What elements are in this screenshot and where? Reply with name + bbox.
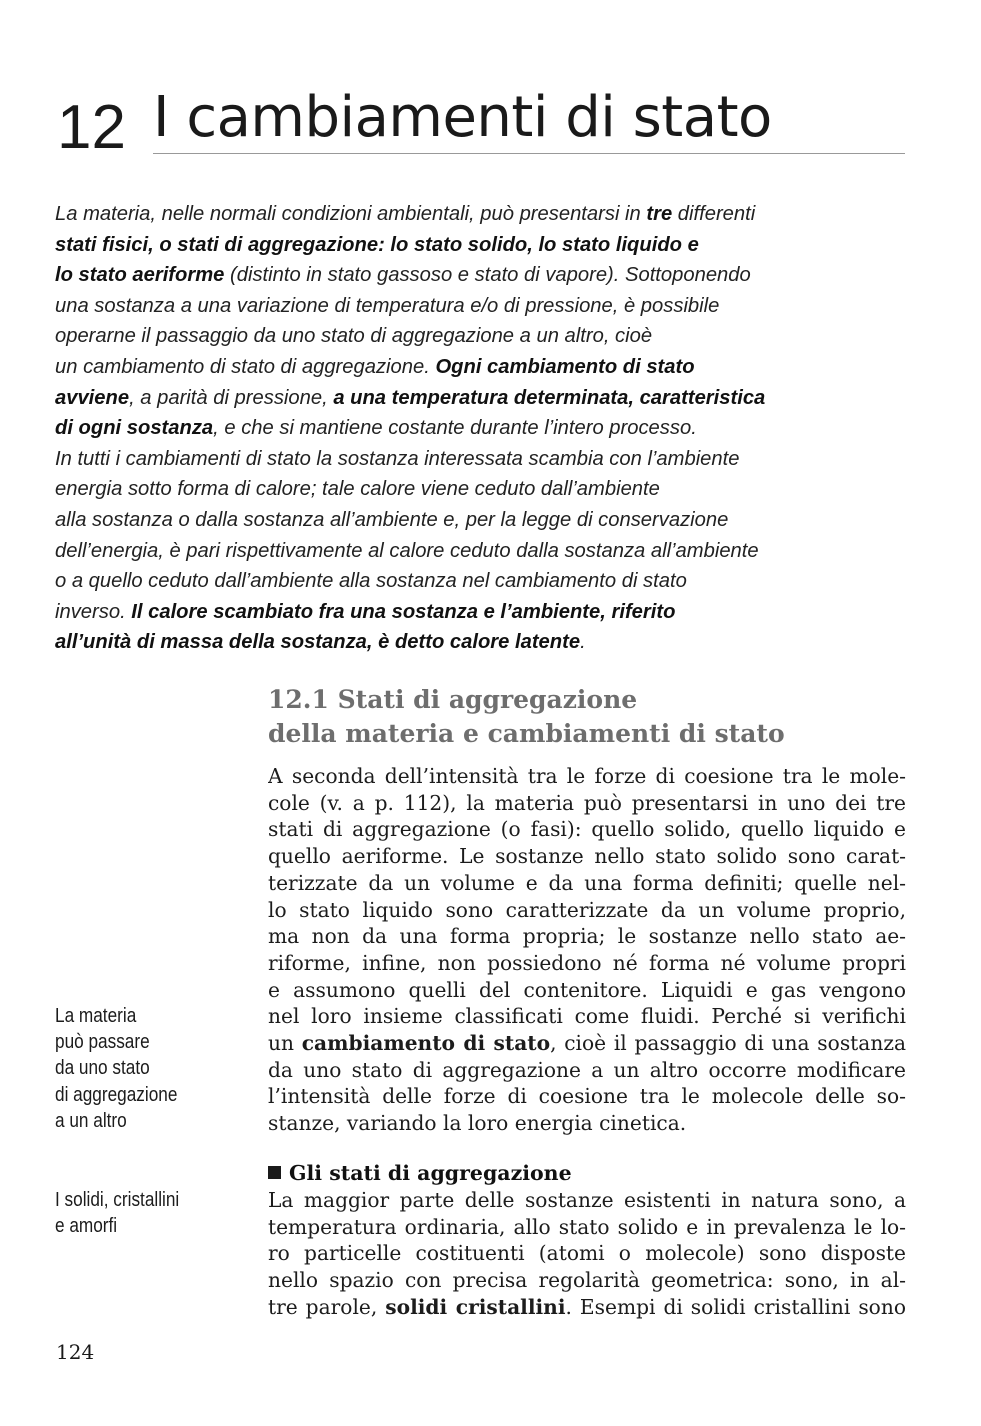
- text-line: [268, 1110, 906, 1137]
- text-run: .: [580, 631, 586, 654]
- section-heading-line: della materia e cambiamenti di stato: [268, 719, 785, 748]
- margin-note-line: può passare: [55, 1031, 150, 1054]
- text-run: temperatura ordinaria, allo stato solido e in prevalenza le lo-: [268, 1214, 906, 1239]
- body-paragraph-2: [268, 1187, 906, 1321]
- text-run: stanze, variando la loro energia cinetica.: [268, 1111, 687, 1136]
- text-run: inverso.: [55, 600, 132, 623]
- text-run: , e che si mantiene costante durante l’intero processo.: [213, 417, 697, 440]
- text-line: [268, 977, 906, 1004]
- margin-note-line: da uno stato: [55, 1057, 150, 1080]
- margin-note-line: I solidi, cristallini: [55, 1189, 180, 1211]
- text-run: un: [268, 1031, 302, 1056]
- bold-text: lo stato aeriforme: [55, 264, 225, 287]
- text-line: [55, 260, 905, 291]
- chapter-header: [57, 85, 905, 162]
- bold-text: di ogni sostanza: [55, 417, 214, 440]
- intro-paragraph: [55, 199, 905, 658]
- text-line: [268, 1267, 906, 1294]
- bold-text: solidi cristallini: [385, 1294, 566, 1319]
- text-run: un cambiamento di stato di aggregazione.: [55, 355, 436, 378]
- section-heading-line: 12.1 Stati di aggregazione: [268, 685, 638, 714]
- text-line: [268, 816, 906, 843]
- text-run: La maggior parte delle sostanze esistenti in natura sono, a: [268, 1188, 906, 1212]
- bold-text: cambiamento di stato: [301, 1031, 551, 1056]
- text-line: [55, 597, 905, 628]
- text-run: , a parità di pressione,: [129, 386, 334, 409]
- text-line: [55, 321, 905, 352]
- bold-text: all’unità di massa della sostanza, è detto calore latente: [55, 631, 581, 654]
- square-bullet-icon: [268, 1166, 281, 1179]
- text-run: quello aeriforme. Le sostanze nello stato solido sono carat-: [268, 844, 906, 869]
- text-line: [268, 897, 906, 924]
- text-run: stati di aggregazione (o fasi): quello solido, quello liquido e: [268, 817, 906, 842]
- text-line: [268, 1214, 906, 1241]
- title-rule: [153, 153, 905, 154]
- text-line: [268, 923, 906, 950]
- text-line: [55, 230, 905, 261]
- text-run: ma non da una forma propria; le sostanze nello stato ae-: [268, 924, 906, 949]
- body-paragraph-1: [268, 763, 906, 1137]
- text-run: l’intensità delle forze di coesione tra le molecole delle so-: [268, 1084, 906, 1109]
- text-run: operarne il passaggio da uno stato di aggregazione a un altro, cioè: [55, 325, 653, 348]
- bold-text: Il calore scambiato fra una sostanza e l’ambiente, riferito: [131, 600, 676, 623]
- text-run: nel loro insieme classificati come fluidi. Perché si verifichi: [268, 1004, 906, 1029]
- text-line: [268, 1294, 906, 1321]
- text-run: lo stato liquido sono caratterizzate da un volume proprio,: [268, 897, 906, 922]
- text-run: differenti: [672, 203, 756, 225]
- text-run: , cioè il passaggio di una sostanza: [550, 1031, 906, 1056]
- text-run: A seconda dell’intensità tra le forze di coesione tra le mole-: [268, 764, 906, 788]
- text-run: In tutti i cambiamenti di stato la sostanza interessata scambia con l’ambiente: [55, 447, 740, 470]
- margin-note-line: e amorfi: [55, 1215, 118, 1238]
- text-line: [268, 1083, 906, 1110]
- text-run: dell’energia, è pari rispettivamente al calore ceduto dalla sostanza all’ambiente: [55, 539, 759, 562]
- margin-note-1: [55, 1003, 177, 1134]
- text-line: [268, 790, 906, 817]
- text-line: [268, 870, 906, 897]
- text-run: e assumono quelli del contenitore. Liquidi e gas vengono: [268, 977, 906, 1002]
- text-line: [55, 383, 905, 414]
- bold-text: tre: [646, 203, 673, 225]
- bold-text: Ogni cambiamento di stato: [435, 355, 695, 378]
- chapter-title: I cambiamenti di stato: [153, 85, 772, 150]
- text-line: [55, 444, 905, 475]
- text-run: . Esempi di solidi cristallini sono: [565, 1294, 906, 1319]
- text-run: ro particelle costituenti (atomi o molecole) sono disposte: [268, 1241, 906, 1266]
- bold-text: stati fisici, o stati di aggregazione: lo stato solido, lo stato liquido e: [55, 233, 699, 256]
- text-run: da uno stato di aggregazione a un altro occorre modificare: [268, 1057, 906, 1082]
- text-run: energia sotto forma di calore; tale calore viene ceduto dall’ambiente: [55, 478, 660, 501]
- text-line: [55, 474, 905, 505]
- text-run: cole (v. a p. 112), la materia può presentarsi in uno dei tre: [268, 790, 906, 815]
- margin-note-line: di aggregazione: [55, 1083, 178, 1106]
- subheading: [268, 1160, 572, 1186]
- text-line: [55, 352, 905, 383]
- text-run: nello spazio con precisa regolarità geometrica: sono, in al-: [268, 1268, 906, 1293]
- text-run: terizzate da un volume e da una forma definiti; quelle nel-: [268, 870, 906, 895]
- text-line: [268, 1057, 906, 1084]
- margin-note-2: [55, 1187, 179, 1239]
- page-number: 124: [56, 1340, 95, 1364]
- text-line: [268, 1003, 906, 1030]
- text-line: [55, 291, 905, 322]
- text-run: una sostanza a una variazione di temperatura e/o di pressione, è possibile: [55, 294, 720, 317]
- bold-text: avviene: [55, 386, 130, 409]
- text-line: [55, 536, 905, 567]
- text-line: [55, 566, 905, 597]
- chapter-number: 12: [57, 93, 126, 162]
- text-run: La materia, nelle normali condizioni ambientali, può presentarsi in: [55, 203, 647, 225]
- text-line: [268, 950, 906, 977]
- text-line: [55, 505, 905, 536]
- text-run: tre parole,: [268, 1294, 386, 1319]
- subheading-text: Gli stati di aggregazione: [289, 1161, 572, 1185]
- text-line: [268, 763, 906, 790]
- section-heading: [268, 683, 785, 751]
- text-line: [55, 199, 905, 230]
- text-run: riforme, infine, non possiedono né forma né volume propri: [268, 950, 906, 975]
- margin-note-line: La materia: [55, 1005, 137, 1027]
- text-line: [268, 1030, 906, 1057]
- text-line: [268, 843, 906, 870]
- text-line: [268, 1240, 906, 1267]
- text-run: alla sostanza o dalla sostanza all’ambiente e, per la legge di conservazione: [55, 508, 729, 531]
- text-line: [55, 627, 905, 658]
- text-line: [55, 413, 905, 444]
- text-run: (distinto in stato gassoso e stato di vapore). Sottoponendo: [224, 264, 751, 287]
- text-line: [268, 1187, 906, 1214]
- margin-note-line: a un altro: [55, 1109, 127, 1132]
- bold-text: a una temperatura determinata, caratteristica: [333, 386, 766, 409]
- text-run: o a quello ceduto dall’ambiente alla sostanza nel cambiamento di stato: [55, 570, 687, 593]
